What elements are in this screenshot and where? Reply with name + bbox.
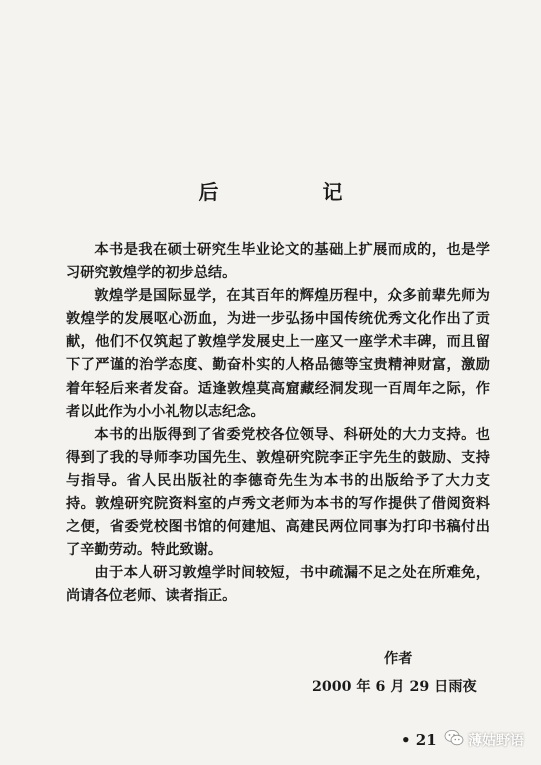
page-title: 后 记: [198, 180, 385, 204]
body-text: [66, 239, 490, 609]
signature-date: 2000 年 6 月 29 日雨夜: [312, 679, 477, 695]
paragraph-3: 本书的出版得到了省委党校各位领导、科研处的大力支持。也得到了我的导师李功国先生、敦煌研究院李正宇先生的鼓励、支持与指导。省人民出版社的李德奇先生为本书的出版给予了大力支持。敦煌研究院资料室的卢秀文老师为本书的写作提供了借阅资料之便，省委党校图书馆的何建旭、高建民两位同事为打印书稿付出了辛勤劳动。特此致谢。: [66, 426, 490, 559]
watermark: [444, 728, 524, 752]
page-number: • 21: [401, 731, 437, 749]
watermark-text: 薄姑野语: [468, 733, 524, 749]
signature-author: 作者: [384, 651, 413, 667]
paragraph-1: 本书是我在硕士研究生毕业论文的基础上扩展而成的，也是学习研究敦煌学的初步总结。: [66, 242, 490, 282]
paragraph-2: 敦煌学是国际显学，在其百年的辉煌历程中，众多前辈先师为敦煌学的发展呕心沥血，为进一步弘扬中国传统优秀文化作出了贡献，他们不仅筑起了敦煌学发展史上一座又一座学术丰碑，而且留下了严谨的治学态度、勤奋朴实的人格品德等宝贵精神财富，激励着年轻后来者发奋。适逢敦煌莫高窟藏经洞发现一百周年之际，作者以此作为小小礼物以志纪念。: [66, 288, 490, 420]
wechat-icon: [444, 729, 464, 751]
paragraph-4: 由于本人研习敦煌学时间较短，书中疏漏不足之处在所难免，尚请各位老师、读者指正。: [66, 565, 490, 605]
